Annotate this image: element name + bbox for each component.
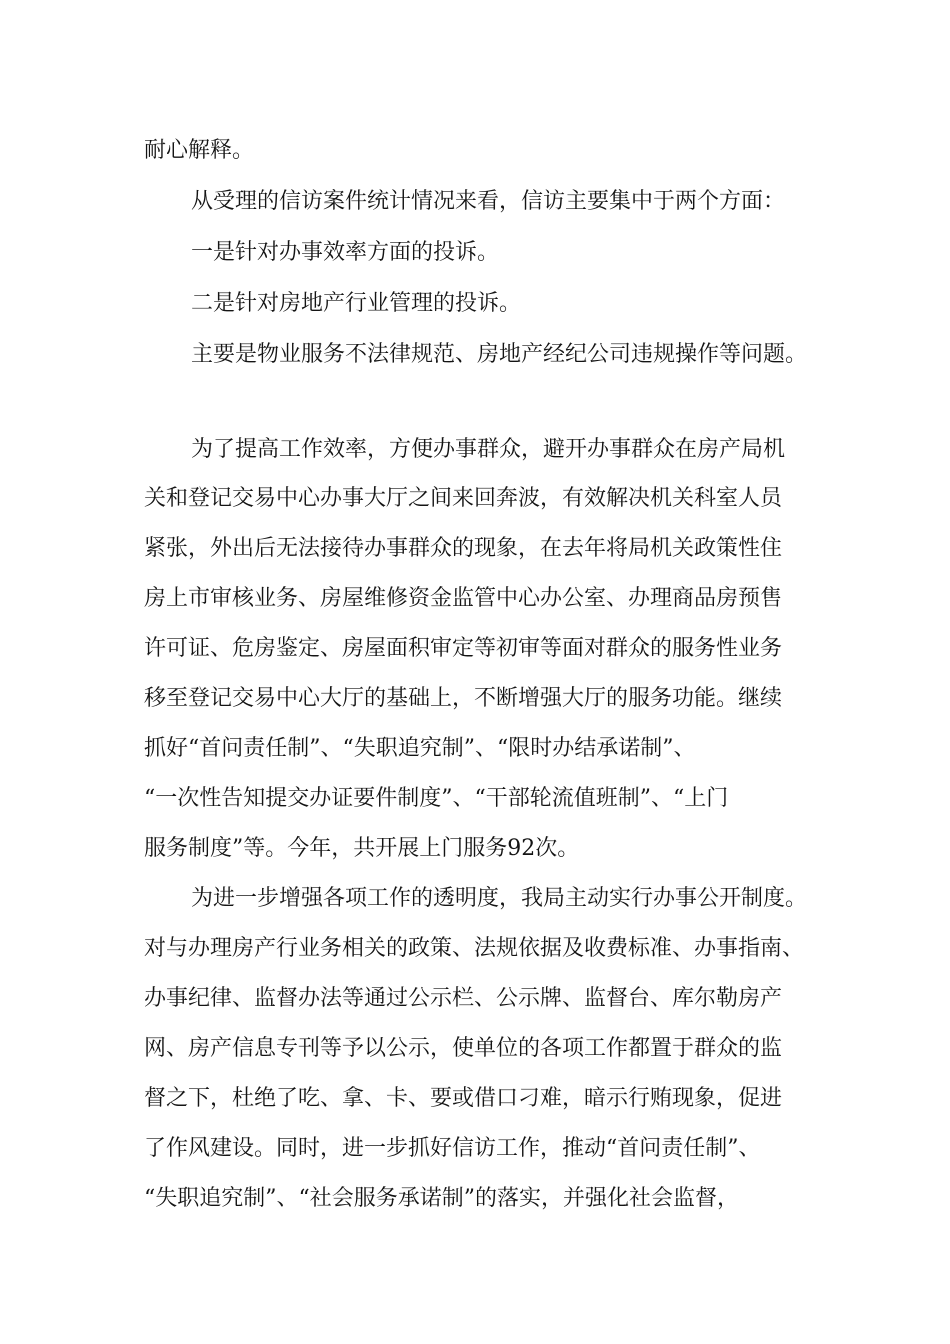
text-line: 移至登记交易中心大厅的基础上，不断增强大厅的服务功能。继续 <box>144 686 783 711</box>
text-line: 抓好“首问责任制”、“失职追究制”、“限时办结承诺制”、 <box>144 736 696 761</box>
text-line: 为进一步增强各项工作的透明度，我局主动实行办事公开制度。 <box>191 886 808 911</box>
text-line: 对与办理房产行业务相关的政策、法规依据及收费标准、办事指南、 <box>144 936 805 961</box>
text-line: 为了提高工作效率，方便办事群众，避开办事群众在房产局机 <box>191 437 786 462</box>
text-line: 网、房产信息专刊等予以公示，使单位的各项工作都置于群众的监 <box>144 1036 783 1061</box>
text-line: “失职追究制”、“社会服务承诺制”的落实，并强化社会监督， <box>144 1186 739 1211</box>
text-line: 许可证、危房鉴定、房屋面积审定等初审等面对群众的服务性业务 <box>144 636 783 661</box>
text-line: 服务制度”等。今年，共开展上门服务92次。 <box>144 836 580 861</box>
text-line: 督之下，杜绝了吃、拿、卡、要或借口刁难，暗示行贿现象，促进 <box>144 1086 783 1111</box>
text-line: 房上市审核业务、房屋维修资金监管中心办公室、办理商品房预售 <box>144 586 783 611</box>
text-line: 耐心解释。 <box>144 138 255 163</box>
text-line: 办事纪律、监督办法等通过公示栏、公示牌、监督台、库尔勒房产 <box>144 986 783 1011</box>
text-line: 一是针对办事效率方面的投诉。 <box>191 240 500 265</box>
text-line: 主要是物业服务不法律规范、房地产经纪公司违规操作等问题。 <box>191 342 808 367</box>
text-line: “一次性告知提交办证要件制度”、“干部轮流值班制”、“上门 <box>144 786 729 811</box>
text-line: 二是针对房地产行业管理的投诉。 <box>191 291 522 316</box>
text-line: 关和登记交易中心办事大厅之间来回奔波，有效解决机关科室人员 <box>144 486 783 511</box>
text-line: 紧张，外出后无法接待办事群众的现象，在去年将局机关政策性住 <box>144 536 783 561</box>
text-line: 了作风建设。同时，进一步抓好信访工作，推动“首问责任制”、 <box>144 1136 761 1161</box>
text-line: 从受理的信访案件统计情况来看，信访主要集中于两个方面： <box>191 189 786 214</box>
